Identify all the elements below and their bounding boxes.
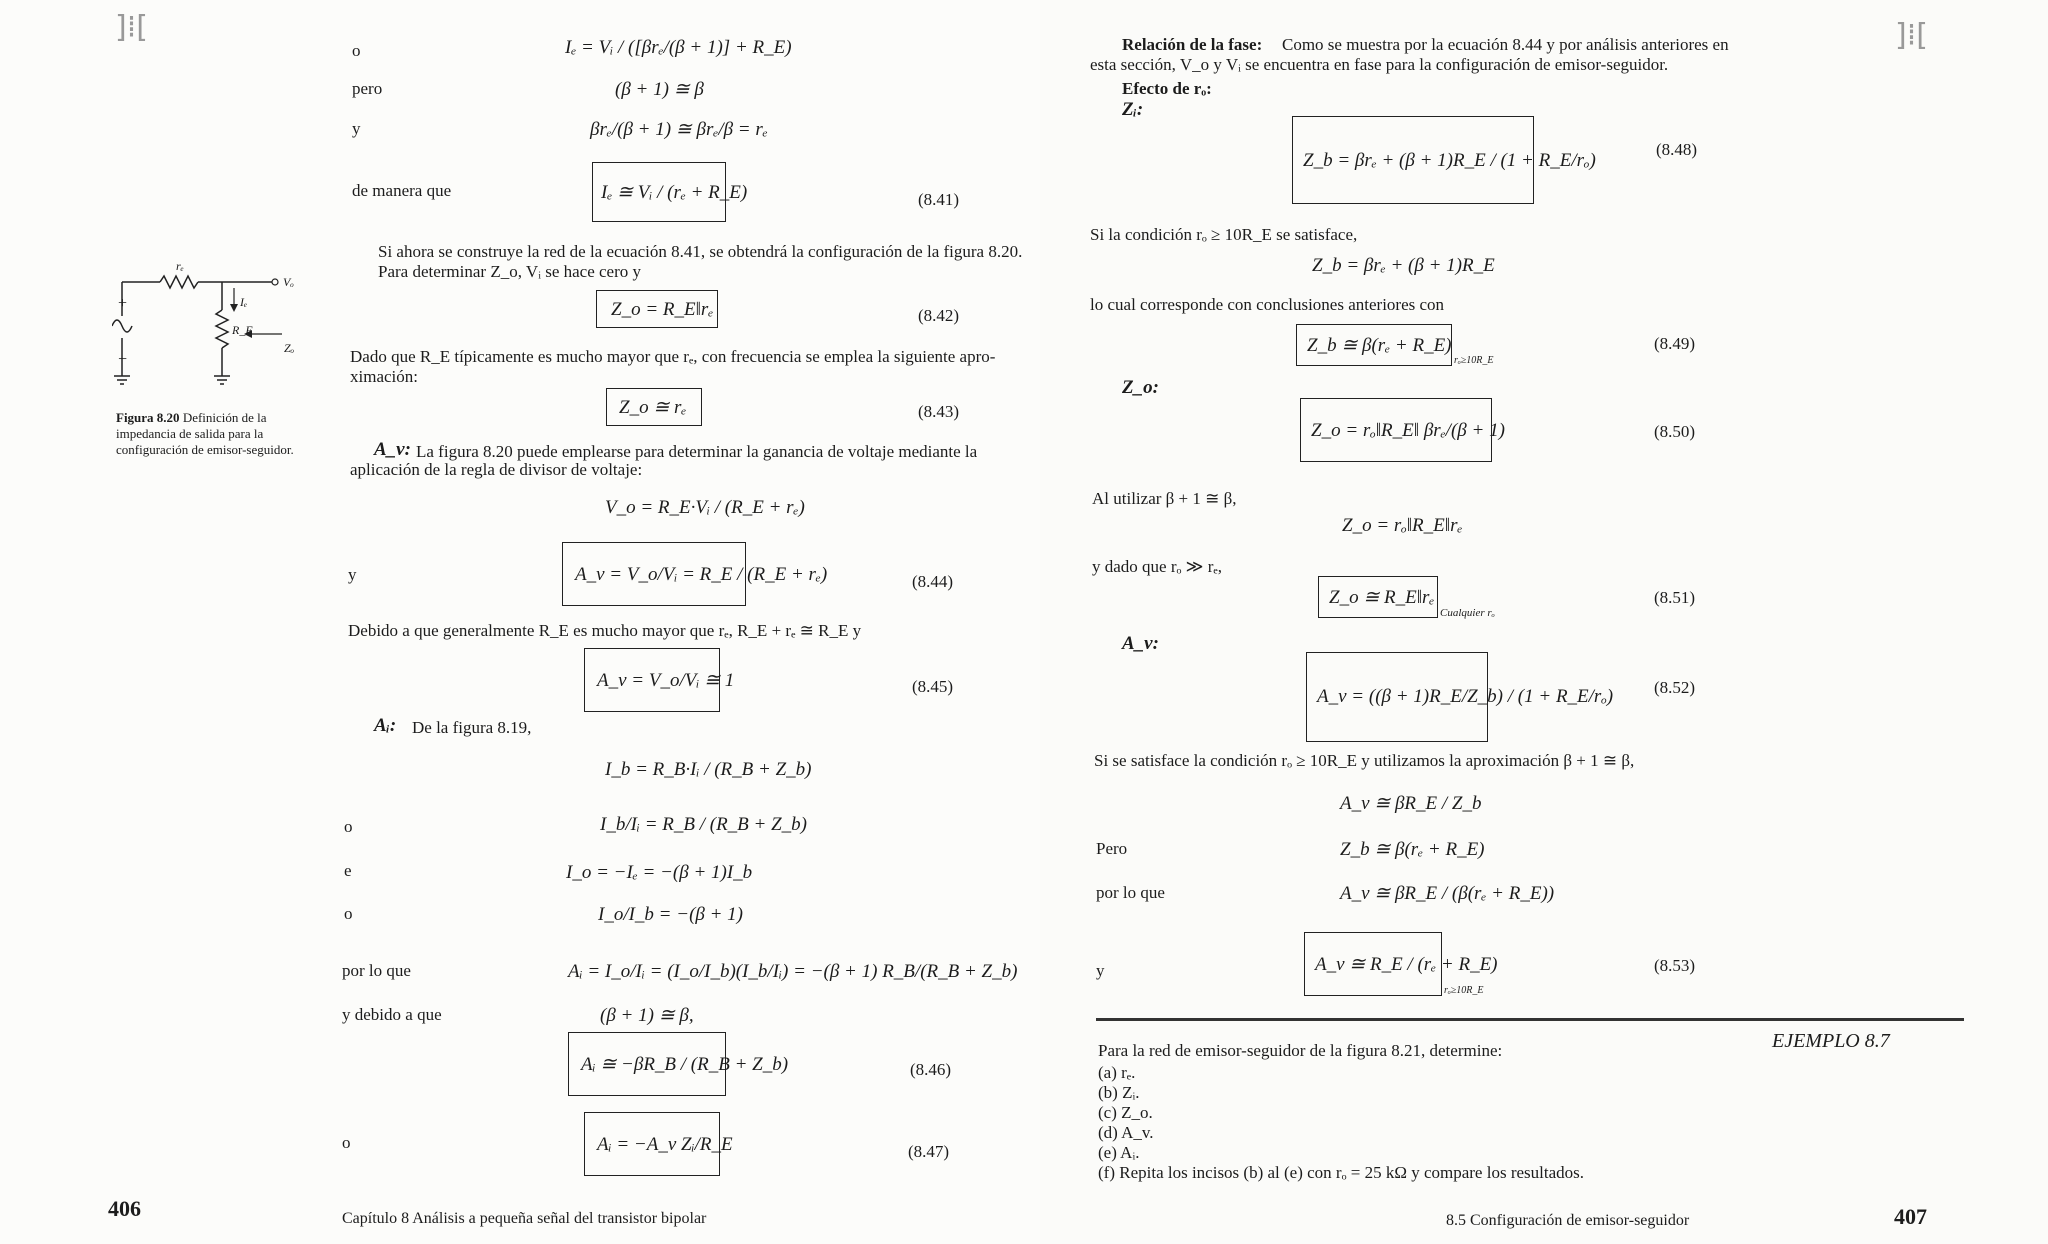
- paragraph-construct-network: Si ahora se construye la red de la ecuación 8.41, se obtendrá la configuración de la figura 8.20.: [378, 242, 1023, 261]
- heading-av-right: A_v:: [1122, 633, 1159, 654]
- corner-registration-mark-right: ]⁞[: [1895, 18, 1928, 53]
- example-item-d: (d) A_v.: [1098, 1123, 1154, 1142]
- heading-zi: Zᵢ:: [1122, 99, 1144, 120]
- equation-ai: Aᵢ = I_o/Iᵢ = (I_o/I_b)(I_b/Iᵢ) = −(β + 1) R_B/(R_B + Z_b): [568, 961, 1018, 982]
- paragraph-voltage-gain: La figura 8.20 puede emplearse para determinar la ganancia de voltaje mediante la: [416, 442, 978, 461]
- equation-8-44: A_v = V_o/Vᵢ = R_E / (R_E + rₑ): [575, 564, 828, 585]
- figure-caption-label: Figura 8.20: [116, 410, 180, 425]
- boxed-equation-8-43: [606, 388, 702, 426]
- equation-8-49-condition: rₒ≥10R_E: [1454, 355, 1494, 366]
- equation-av-approx: A_v ≅ βR_E / Z_b: [1340, 793, 1482, 814]
- equation-8-53: A_v ≅ R_E / (rₑ + R_E): [1315, 954, 1498, 975]
- heading-effect-ro: Efecto de rₒ:: [1122, 79, 1212, 98]
- equation-8-51-condition: Cualquier rₒ: [1440, 607, 1495, 619]
- paragraph-voltage-divider: aplicación de la regla de divisor de voltaje:: [350, 460, 643, 479]
- equation-io: I_o = −Iₑ = −(β + 1)I_b: [566, 862, 753, 883]
- page-number-right: 407: [1894, 1204, 1927, 1229]
- paragraph-from-figure-8-19: De la figura 8.19,: [412, 718, 532, 737]
- figure-label-re: rₑ: [176, 259, 184, 273]
- boxed-equation-8-42: [596, 290, 718, 328]
- label-pero: pero: [352, 79, 383, 98]
- equation-number-8-47: (8.47): [908, 1142, 950, 1161]
- figure-label-vo: Vₒ: [283, 275, 294, 289]
- paragraph-re-typically-larger: Dado que R_E típicamente es mucho mayor que rₑ, con frecuencia se emplea la siguiente apro-: [350, 347, 996, 366]
- label-por-lo-que: por lo que: [342, 961, 411, 980]
- heading-zo-right: Z_o:: [1122, 377, 1159, 398]
- equation-zb-pero: Z_b ≅ β(rₑ + R_E): [1340, 839, 1485, 860]
- label-pero-right: Pero: [1096, 839, 1128, 858]
- label-o: o: [352, 41, 361, 60]
- paragraph-condition-1: Si la condición rₒ ≥ 10R_E se satisface,: [1090, 225, 1358, 244]
- corner-registration-mark: ]⁞[: [115, 10, 148, 45]
- label-y-2: y: [348, 565, 357, 584]
- example-item-b: (b) Zᵢ.: [1098, 1083, 1140, 1102]
- equation-8-47: Aᵢ = −A_v Zᵢ/R_E: [597, 1134, 733, 1155]
- equation-ib: I_b = R_B·Iᵢ / (R_B + Z_b): [605, 759, 812, 780]
- running-head-right: 8.5 Configuración de emisor-seguidor: [1446, 1212, 1690, 1229]
- boxed-equation-8-47: [584, 1112, 733, 1176]
- example-divider-rule: [1096, 1018, 1964, 1021]
- paragraph-re-larger-than-re: Debido a que generalmente R_E es mucho mayor que rₑ, R_E + rₑ ≅ R_E y: [348, 621, 862, 640]
- equation-8-46: Aᵢ ≅ −βR_B / (R_B + Z_b): [581, 1054, 789, 1075]
- paragraph-given-ro: y dado que rₒ ≫ rₑ,: [1092, 557, 1222, 576]
- equation-zb-simple: Z_b = βrₑ + (β + 1)R_E: [1312, 255, 1495, 276]
- label-de-manera-que: de manera que: [352, 181, 452, 200]
- figure-caption: [116, 410, 321, 458]
- boxed-equation-8-48: [1292, 116, 1596, 204]
- equation-ie-full: Iₑ = Vᵢ / ([βrₑ/(β + 1)] + R_E): [565, 37, 792, 58]
- right-page: [1040, 0, 2048, 1244]
- paragraph-determine-zo: Para determinar Z_o, Vᵢ se hace cero y: [378, 262, 642, 281]
- example-item-e: (e) Aᵢ.: [1098, 1143, 1140, 1162]
- equation-beta-approx: (β + 1) ≅ β: [615, 79, 704, 100]
- equation-vo: V_o = R_E·Vᵢ / (R_E + rₑ): [605, 497, 805, 518]
- label-y-right: y: [1096, 961, 1105, 980]
- heading-av: A_v:: [374, 439, 411, 460]
- running-head-left: Capítulo 8 Análisis a pequeña señal del transistor bipolar: [342, 1210, 707, 1227]
- example-item-c: (c) Z_o.: [1098, 1103, 1153, 1122]
- figure-label-plus: +: [118, 295, 128, 312]
- equation-8-53-condition: rₒ≥10R_E: [1444, 985, 1484, 996]
- heading-phase-relation: Relación de la fase:: [1122, 35, 1263, 54]
- paragraph-use-beta: Al utilizar β + 1 ≅ β,: [1092, 489, 1237, 508]
- paragraph-approximation: ximación:: [350, 367, 418, 386]
- boxed-equation-8-51: [1318, 576, 1438, 618]
- equation-number-8-50: (8.50): [1654, 422, 1696, 441]
- label-por-lo-que-right: por lo que: [1096, 883, 1165, 902]
- figure-caption-text: Definición de la impedancia de salida para la configuración de emisor-seguidor.: [116, 410, 294, 457]
- equation-number-8-45: (8.45): [912, 677, 954, 696]
- equation-number-8-43: (8.43): [918, 402, 960, 421]
- equation-number-8-44: (8.44): [912, 572, 954, 591]
- equation-number-8-41: (8.41): [918, 190, 960, 209]
- boxed-equation-8-50: [1300, 398, 1505, 462]
- label-o-4: o: [342, 1133, 351, 1152]
- equation-8-51: Z_o ≅ R_E‖rₑ: [1329, 587, 1435, 608]
- circuit-figure-8-20: [112, 258, 312, 398]
- boxed-equation-8-44: [562, 542, 828, 606]
- paragraph-phase-relation: Como se muestra por la ecuación 8.44 y por análisis anteriores en: [1282, 35, 1729, 54]
- label-y-debido-a-que: y debido a que: [342, 1005, 442, 1024]
- paragraph-phase-relation-2: esta sección, V_o y Vᵢ se encuentra en fase para la configuración de emisor-seguidor.: [1090, 55, 1669, 74]
- example-title: EJEMPLO 8.7: [1772, 1030, 1890, 1052]
- label-e: e: [344, 861, 352, 880]
- equation-8-50: Z_o = rₒ‖R_E‖ βrₑ/(β + 1): [1311, 420, 1505, 441]
- paragraph-conclusions: lo cual corresponde con conclusiones anteriores con: [1090, 295, 1445, 314]
- label-y: y: [352, 119, 361, 138]
- equation-8-41: Iₑ ≅ Vᵢ / (rₑ + R_E): [601, 182, 748, 203]
- equation-number-8-46: (8.46): [910, 1060, 952, 1079]
- equation-number-8-51: (8.51): [1654, 588, 1696, 607]
- equation-number-8-48: (8.48): [1656, 140, 1698, 159]
- equation-beta-approx-2: (β + 1) ≅ β,: [600, 1005, 694, 1026]
- figure-label-RE: R_E: [232, 323, 253, 337]
- equation-8-48: Z_b = βrₑ + (β + 1)R_E / (1 + R_E/rₒ): [1303, 150, 1596, 171]
- example-intro: Para la red de emisor-seguidor de la figura 8.21, determine:: [1098, 1041, 1503, 1060]
- boxed-equation-8-46: [568, 1032, 789, 1096]
- equation-8-49: Z_b ≅ β(rₑ + R_E): [1307, 335, 1452, 356]
- equation-8-42: Z_o = R_E‖rₑ: [611, 299, 714, 320]
- equation-8-45: A_v = V_o/Vᵢ ≅ 1: [597, 670, 735, 691]
- figure-label-zo: Zₒ: [284, 341, 295, 355]
- example-item-a: (a) rₑ.: [1098, 1063, 1136, 1082]
- paragraph-condition-2: Si se satisface la condición rₒ ≥ 10R_E y utilizamos la aproximación β + 1 ≅ β,: [1094, 751, 1635, 770]
- figure-label-ie: Iₑ: [240, 295, 248, 309]
- boxed-equation-8-49: [1296, 324, 1452, 366]
- boxed-equation-8-52: [1306, 652, 1614, 742]
- equation-ib-over-ii: I_b/Iᵢ = R_B / (R_B + Z_b): [600, 814, 808, 835]
- figure-label-minus: −: [118, 351, 128, 368]
- heading-ai: Aᵢ:: [374, 715, 397, 736]
- equation-8-43: Z_o ≅ rₑ: [619, 397, 687, 418]
- equation-zo-simplified: Z_o = rₒ‖R_E‖rₑ: [1342, 515, 1463, 536]
- equation-number-8-49: (8.49): [1654, 334, 1696, 353]
- equation-number-8-53: (8.53): [1654, 956, 1696, 975]
- equation-io-over-ib: I_o/I_b = −(β + 1): [598, 904, 744, 925]
- label-o-3: o: [344, 904, 353, 923]
- equation-number-8-52: (8.52): [1654, 678, 1696, 697]
- equation-re-approx: βrₑ/(β + 1) ≅ βrₑ/β = rₑ: [590, 119, 768, 140]
- equation-8-52: A_v = ((β + 1)R_E/Z_b) / (1 + R_E/rₒ): [1317, 686, 1614, 707]
- boxed-equation-8-41: [592, 162, 748, 222]
- boxed-equation-8-45: [584, 648, 735, 712]
- page-number-left: 406: [108, 1196, 141, 1221]
- equation-number-8-42: (8.42): [918, 306, 960, 325]
- equation-av-beta: A_v ≅ βR_E / (β(rₑ + R_E)): [1340, 883, 1555, 904]
- label-o-2: o: [344, 817, 353, 836]
- example-item-f: (f) Repita los incisos (b) al (e) con rₒ = 25 kΩ y compare los resultados.: [1098, 1163, 1584, 1182]
